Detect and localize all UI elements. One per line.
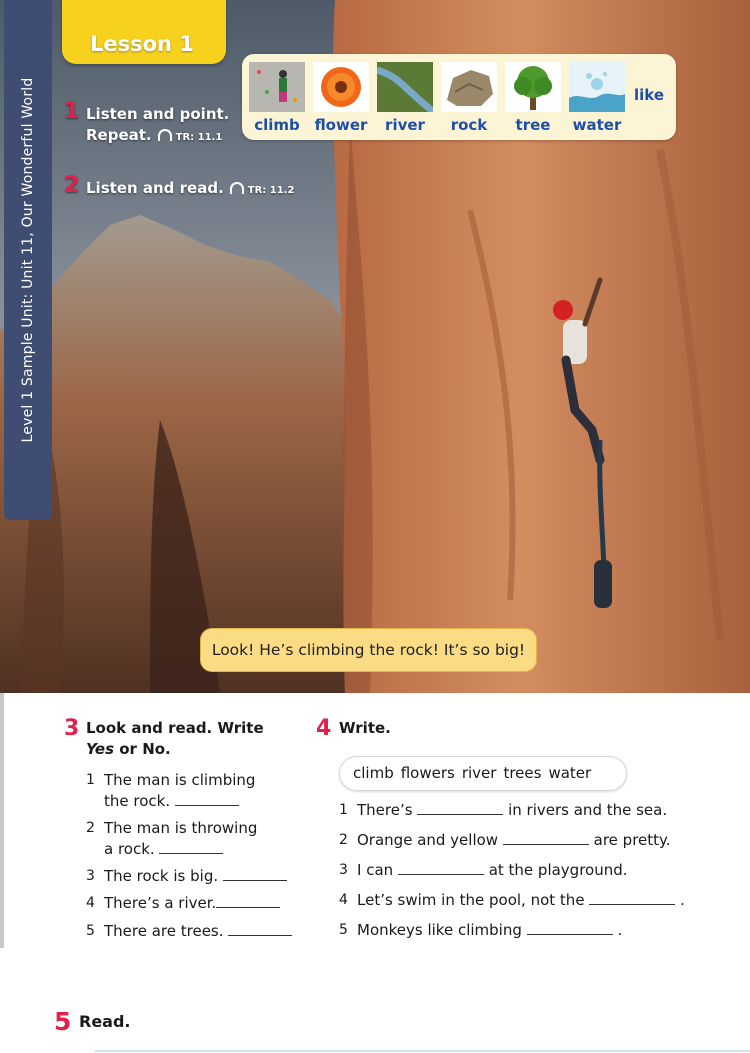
item-text: There’s a river. (104, 894, 217, 912)
exercise-3-no: No. (142, 740, 171, 758)
speech-bubble: Look! He’s climbing the rock! It’s so big! (200, 628, 537, 672)
exercise-4-number: 4 (316, 716, 332, 741)
flower-picture-icon (313, 62, 369, 112)
tree-picture-icon (505, 62, 561, 112)
exercise-3-yes: Yes (86, 740, 115, 758)
item-text-line2: the rock. (104, 792, 171, 810)
exercise-4-heading: Write. (339, 719, 391, 737)
item-text-before: Monkeys like climbing (357, 921, 522, 939)
lesson-title: Lesson 1 (90, 32, 194, 56)
activity-2 (64, 173, 295, 201)
answer-blank[interactable] (417, 813, 503, 815)
item-number: 2 (86, 820, 95, 836)
lesson-tab (62, 0, 226, 64)
item-number: 3 (339, 862, 348, 878)
word-bank-word: water (548, 764, 592, 782)
vocab-item-water[interactable] (569, 62, 625, 134)
vocab-extra-word[interactable]: like (634, 86, 665, 104)
word-bank (339, 756, 627, 791)
vocab-label: tree (515, 116, 551, 134)
activity-1-line1: Listen and point. (86, 105, 230, 123)
item-number: 2 (339, 832, 348, 848)
item-text-before: Let’s swim in the pool, not the (357, 891, 585, 909)
side-label: Level 1 Sample Unit: Unit 11, Our Wonderful World (20, 77, 36, 443)
item-text: The man is throwing (104, 819, 258, 837)
answer-blank[interactable] (527, 933, 613, 935)
exercise-3-heading (86, 718, 264, 760)
vocab-item-flower[interactable] (313, 62, 369, 134)
exercise-5-heading: Read. (79, 1012, 131, 1031)
vocab-item-climb[interactable] (249, 62, 305, 134)
item-text-after: are pretty. (593, 831, 671, 849)
activity-1-line2: Repeat. (86, 126, 152, 144)
answer-blank[interactable] (159, 852, 223, 854)
answer-blank[interactable] (398, 873, 484, 875)
activity-1 (64, 99, 230, 148)
item-number: 4 (339, 892, 348, 908)
item-text-after: . (617, 921, 623, 939)
item-text-line2: a rock. (104, 840, 155, 858)
vocab-label: water (572, 116, 622, 134)
activity-1-number: 1 (64, 99, 80, 124)
word-bank-word: flowers (400, 764, 455, 782)
headphones-icon (158, 129, 172, 141)
answer-blank[interactable] (228, 934, 292, 936)
word-bank-word: river (461, 764, 497, 782)
water-picture-icon (569, 62, 625, 112)
item-text-after: in rivers and the sea. (508, 801, 668, 819)
exercise-5-number: 5 (54, 1007, 72, 1036)
vocab-item-rock[interactable] (441, 62, 497, 134)
exercise-3-or: or (114, 740, 143, 758)
climb-picture-icon (249, 62, 305, 112)
answer-blank[interactable] (175, 804, 239, 806)
item-number: 3 (86, 868, 95, 884)
river-picture-icon (377, 62, 433, 112)
vocab-item-river[interactable] (377, 62, 433, 134)
activity-2-number: 2 (64, 173, 80, 198)
item-text: The man is climbing (104, 771, 256, 789)
exercise-3-heading-line1: Look and read. Write (86, 719, 264, 737)
vocab-label: river (385, 116, 425, 134)
vocab-panel (242, 54, 676, 140)
answer-blank[interactable] (223, 879, 287, 881)
rock-picture-icon (441, 62, 497, 112)
answer-blank[interactable] (216, 906, 280, 908)
vocab-item-tree[interactable] (505, 62, 561, 134)
item-text-after: at the playground. (488, 861, 628, 879)
word-bank-word: climb (353, 764, 394, 782)
vocab-label: climb (254, 116, 300, 134)
vocab-label: flower (314, 116, 368, 134)
activity-2-track: TR: 11.2 (247, 185, 295, 196)
item-text-after: . (680, 891, 685, 909)
bottom-divider (95, 1050, 750, 1052)
item-number: 4 (86, 895, 95, 911)
unit-side-strip (4, 0, 52, 520)
item-text-before: I can (357, 861, 394, 879)
item-text-before: There’s (357, 801, 413, 819)
item-number: 1 (86, 772, 95, 788)
item-number: 5 (339, 922, 348, 938)
item-number: 5 (86, 923, 95, 939)
word-bank-word: trees (503, 764, 542, 782)
exercise-3-number: 3 (64, 716, 80, 741)
item-text: The rock is big. (104, 867, 219, 885)
item-text-before: Orange and yellow (357, 831, 499, 849)
answer-blank[interactable] (503, 843, 589, 845)
item-number: 1 (339, 802, 348, 818)
activity-1-track: TR: 11.1 (175, 132, 223, 143)
page-edge-line (0, 693, 4, 948)
item-text: There are trees. (104, 922, 224, 940)
answer-blank[interactable] (589, 903, 675, 905)
vocab-label: rock (450, 116, 488, 134)
headphones-icon (230, 182, 244, 194)
activity-2-text: Listen and read. (86, 179, 224, 197)
